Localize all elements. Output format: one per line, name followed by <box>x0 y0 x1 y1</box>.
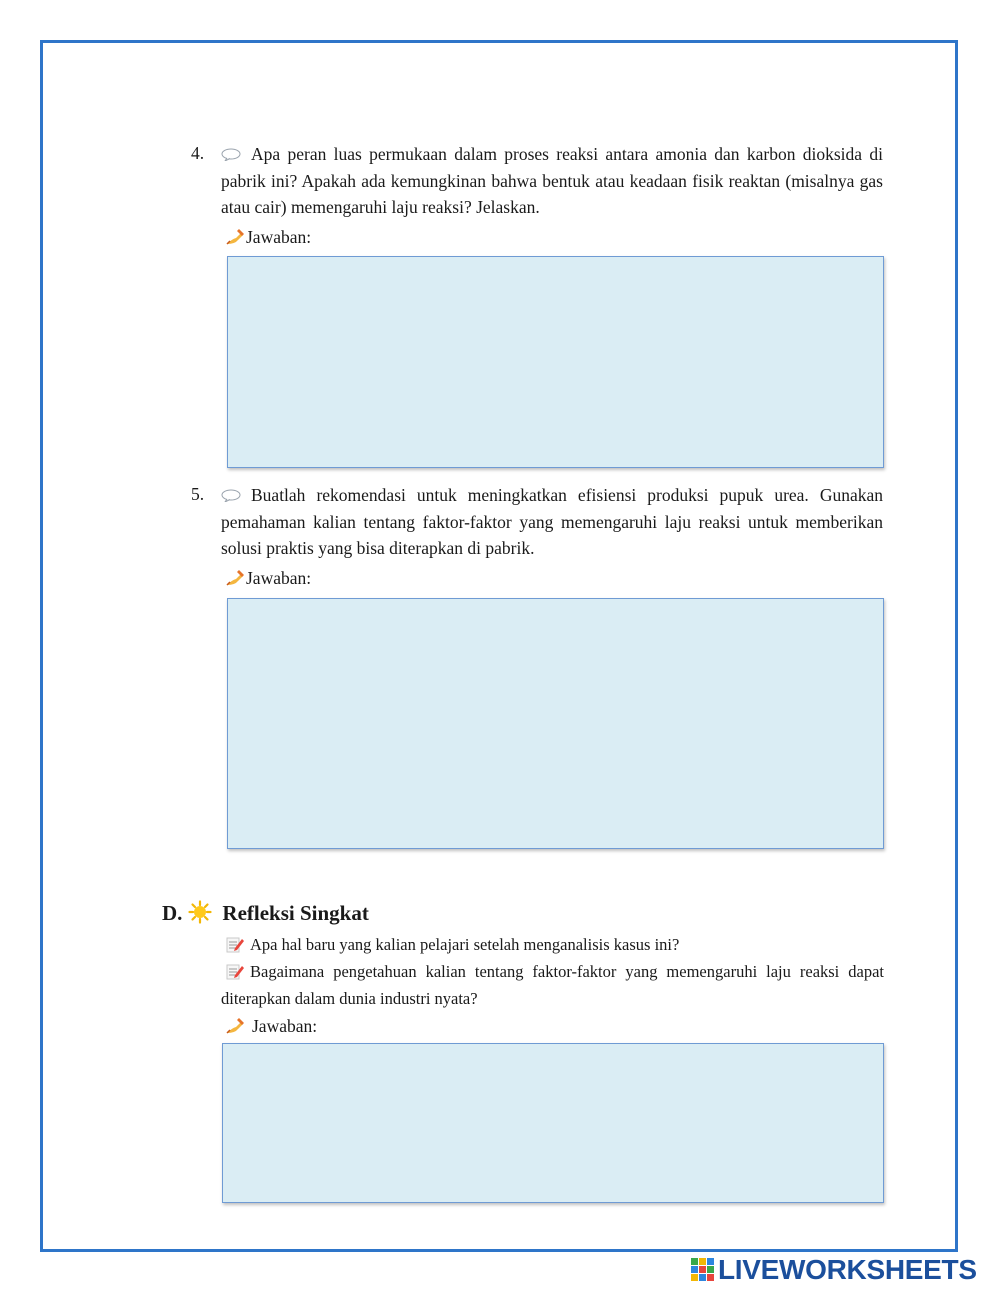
writing-hand-icon <box>224 225 246 247</box>
brand-name: LIVEWORKSHEETS <box>718 1254 977 1285</box>
question-5-body: Buatlah rekomendasi untuk meningkatkan efisiensi produksi pupuk urea. Gunakan pemahaman kalian tentang faktor-faktor yang memengaruhi laju reaksi untuk memberikan solusi praktis yang bisa diterapkan di pabrik. <box>221 485 883 558</box>
answer-input-reflection[interactable] <box>223 1044 883 1202</box>
section-d-heading <box>162 900 369 926</box>
speech-bubble-icon <box>221 489 241 502</box>
writing-hand-icon <box>224 1014 246 1036</box>
reflection-prompt-2: Bagaimana pengetahuan kalian tentang faktor-faktor yang memengaruhi laju reaksi dapat diterapkan dalam dunia industri nyata? <box>221 962 884 1008</box>
answer-box-5[interactable] <box>227 598 884 849</box>
liveworksheets-logo[interactable] <box>690 1253 977 1287</box>
answer-input-4[interactable] <box>228 257 883 467</box>
question-4-number: 4. <box>191 143 205 163</box>
memo-icon <box>226 962 244 980</box>
answer-input-5[interactable] <box>228 599 883 848</box>
question-5-number: 5. <box>191 484 205 504</box>
writing-hand-icon <box>224 566 246 588</box>
sun-icon <box>188 900 212 924</box>
section-d-title: Refleksi Singkat <box>222 901 369 925</box>
question-5-text <box>221 482 883 562</box>
answer-label-d: Jawaban: <box>224 1014 317 1037</box>
memo-icon <box>226 935 244 953</box>
answer-box-reflection[interactable] <box>222 1043 884 1203</box>
question-4-text <box>221 141 883 221</box>
answer-box-4[interactable] <box>227 256 884 468</box>
section-d-letter: D. <box>162 901 183 925</box>
answer-label-4: Jawaban: <box>224 225 311 248</box>
question-4-body: Apa peran luas permukaan dalam proses reaksi antara amonia dan karbon dioksida di pabrik ini? Apakah ada kemungkinan bahwa bentuk atau keadaan fisik reaktan (misalnya gas atau cair) memengaruhi laju reaksi? Jelaskan. <box>221 144 883 217</box>
speech-bubble-icon <box>221 148 241 161</box>
reflection-prompt-1: Apa hal baru yang kalian pelajari setelah menganalisis kasus ini? <box>226 932 679 959</box>
answer-label-5: Jawaban: <box>224 566 311 589</box>
liveworksheets-logo-icon <box>690 1257 716 1283</box>
